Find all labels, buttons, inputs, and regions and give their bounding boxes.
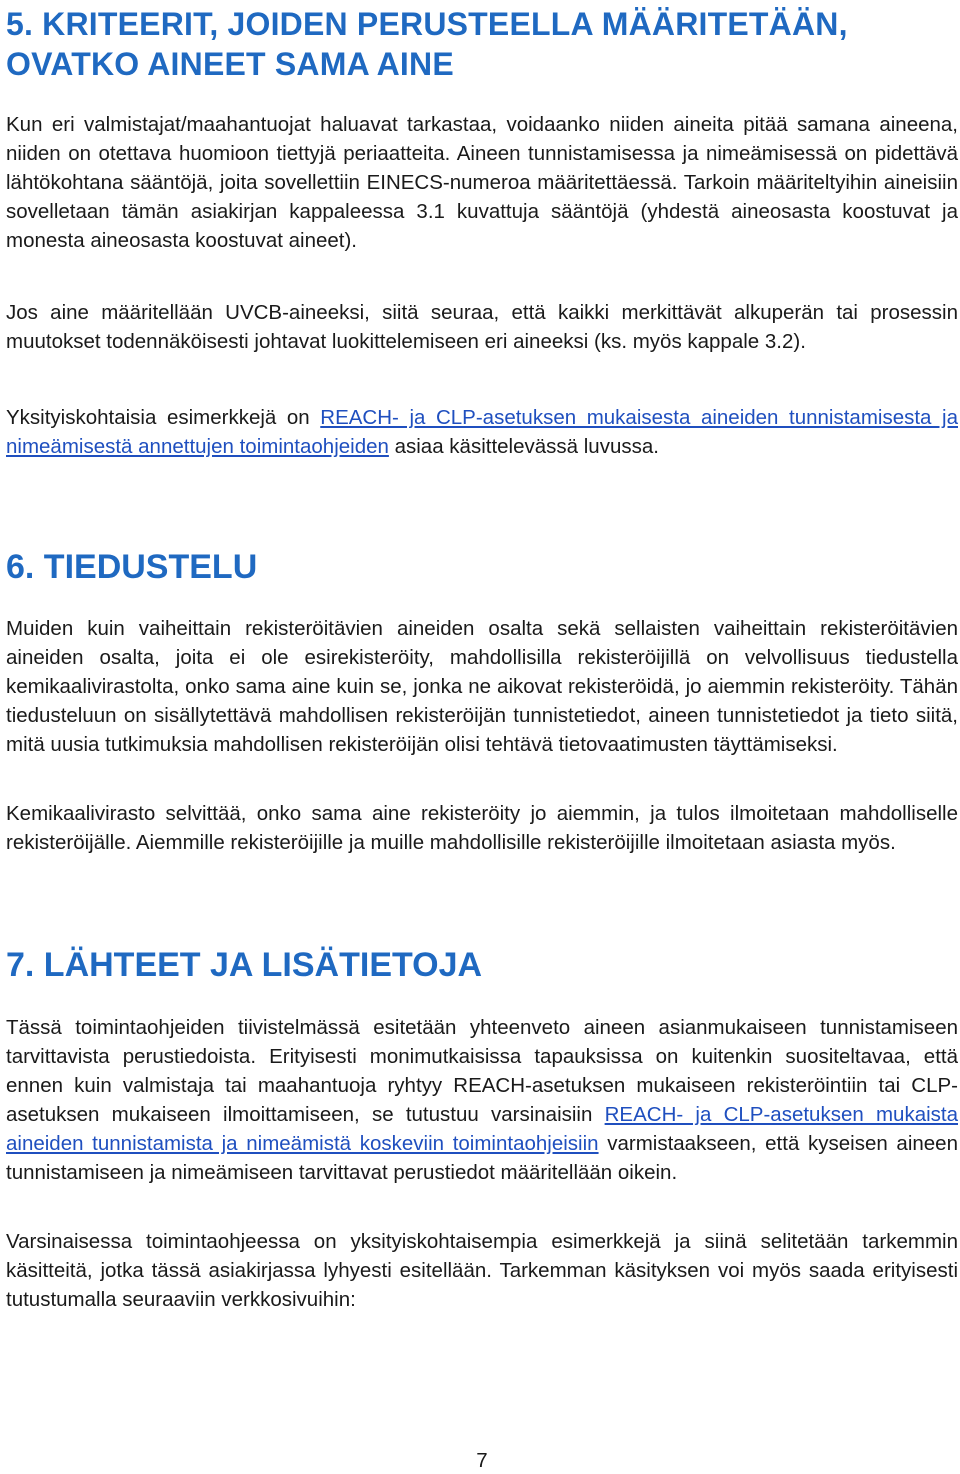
reach-clp-identification-guidance-link[interactable]: REACH- ja CLP-asetuksen mukaista aineiden tunnistamista ja nimeämistä koskeviin toimintaohjeisiin bbox=[6, 1103, 958, 1155]
page-number: 7 bbox=[476, 1449, 488, 1472]
section-6-paragraph-1: Muiden kuin vaiheittain rekisteröitävien aineiden osalta sekä sellaisten vaiheittain rekisteröitävien aineiden osalta, joita ei ole esirekisteröity, mahdollisilla rekisteröijillä on velvollisuus tiedustella kemikaalivirastolta, onko sama aine kuin se, jonka ne aikovat rekisteröidä, jo aiemmin rekisteröity. Tähän tiedusteluun on sisällytettävä mahdollisen rekisteröijän tunnistetiedot, aineen tunnistetiedot ja tieto siitä, mitä uusia tutkimuksia mahdollisen rekisteröijän olisi tehtävä tietovaatimusten täyttämiseksi. bbox=[6, 617, 958, 756]
section-7-paragraph-1-text-before: Tässä toimintaohjeiden tiivistelmässä esitetään yhteenveto aineen asianmukaiseen tunnistamiseen tarvittavista perustiedoista. Erityisesti monimutkaisissa tapauksissa on kuitenkin suositeltavaa, että ennen kuin valmistaja tai maahantuoja ryhtyy REACH-asetuksen mukaiseen rekisteröintiin tai CLP-asetuksen mukaiseen ilmoittamiseen, se tutustuu varsinaisiin bbox=[6, 1016, 958, 1126]
section-5-paragraph-2: Jos aine määritellään UVCB-aineeksi, siitä seuraa, että kaikki merkittävät alkuperän tai prosessin muutokset todennäköisesti johtavat luokittelemiseen eri aineeksi (ks. myös kappale 3.2). bbox=[6, 301, 958, 353]
section-5-paragraph-3-text-before: Yksityiskohtaisia esimerkkejä on bbox=[6, 406, 321, 429]
section-5-paragraph-3 bbox=[6, 403, 958, 461]
section-6-heading: 6. TIEDUSTELU bbox=[6, 548, 258, 586]
reach-clp-guidance-link[interactable]: REACH- ja CLP-asetuksen mukaisesta aineiden tunnistamisesta ja nimeämisestä annettujen toimintaohjeiden bbox=[6, 406, 958, 458]
section-5-heading: 5. KRITEERIT, JOIDEN PERUSTEELLA MÄÄRITETÄÄN, OVATKO AINEET SAMA AINE bbox=[6, 6, 848, 82]
section-7-heading: 7. LÄHTEET JA LISÄTIETOJA bbox=[6, 946, 483, 984]
section-7-paragraph-1-text-after: varmistaakseen, että kyseisen aineen tunnistamiseen ja nimeämiseen tarvittavat perustiedot määritellään oikein. bbox=[6, 1132, 958, 1184]
section-6-paragraph-2: Kemikaalivirasto selvittää, onko sama aine rekisteröity jo aiemmin, ja tulos ilmoitetaan mahdolliselle rekisteröijälle. Aiemmille rekisteröijille ja muille mahdollisille rekisteröijille ilmoitetaan asiasta myös. bbox=[6, 802, 958, 854]
section-7-paragraph-2: Varsinaisessa toimintaohjeessa on yksityiskohtaisempia esimerkkejä ja siinä selitetään tarkemmin käsitteitä, jotka tässä asiakirjassa lyhyesti esitellään. Tarkemman käsityksen voi myös saada erityisesti tutustumalla seuraaviin verkkosivuihin: bbox=[6, 1230, 958, 1311]
section-5-paragraph-3-text-after: asiaa käsittelevässä luvussa. bbox=[388, 435, 659, 458]
section-7-paragraph-1 bbox=[6, 1013, 958, 1187]
section-5-paragraph-1: Kun eri valmistajat/maahantuojat haluavat tarkastaa, voidaanko niiden aineita pitää samana aineena, niiden on otettava huomioon tiettyjä periaatteita. Aineen tunnistamisessa ja nimeämisessä on pidettävä lähtökohtana sääntöjä, joita sovellettiin EINECS-numeroa määritettäessä. Tarkoin määriteltyihin aineisiin sovelletaan tämän asiakirjan kappaleessa 3.1 kuvattuja sääntöjä (yhdestä aineosasta koostuvat ja monesta aineosasta koostuvat aineet). bbox=[6, 113, 958, 252]
